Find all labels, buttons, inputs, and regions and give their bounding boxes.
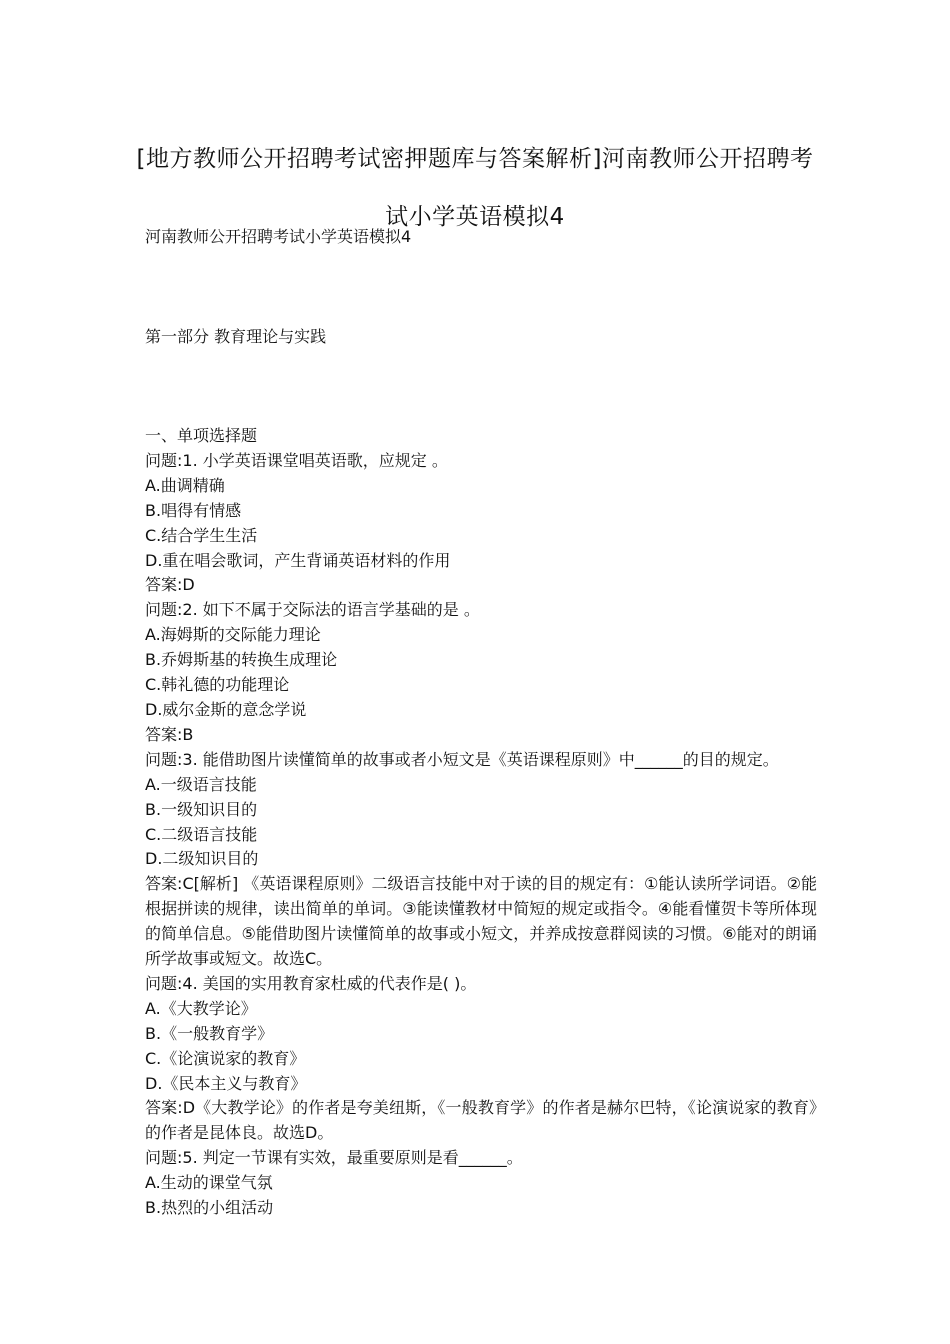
option-a: A.一级语言技能 bbox=[145, 774, 257, 794]
option-d: D.《民本主义与教育》 bbox=[145, 1073, 307, 1093]
answer: 答案:B bbox=[145, 724, 194, 744]
option-b: B.热烈的小组活动 bbox=[145, 1198, 274, 1218]
document-subtitle: 河南教师公开招聘考试小学英语模拟4 bbox=[145, 227, 412, 246]
option-a: A.曲调精确 bbox=[145, 475, 225, 495]
option-b: B.一级知识目的 bbox=[145, 799, 258, 819]
question-stem: 问题:4. 美国的实用教育家杜威的代表作是( )。 bbox=[145, 973, 477, 993]
option-d: D.重在唱会歌词，产生背诵英语材料的作用 bbox=[145, 550, 451, 570]
document-title: [地方教师公开招聘考试密押题库与答案解析]河南教师公开招聘考试小学英语模拟4 bbox=[136, 146, 814, 230]
option-b: B.《一般教育学》 bbox=[145, 1023, 274, 1043]
answer-explanation: 答案:D《大教学论》的作者是夸美纽斯，《一般教育学》的作者是赫尔巴特，《论演说家的教育》的作者是昆体良。故选D。 bbox=[145, 1098, 817, 1143]
answer-explanation: 答案:C[解析] 《英语课程原则》二级语言技能中对于读的目的规定有：①能认读所学词语。②能根据拼读的规律，读出简单的单词。③能读懂教材中简短的规定或指令。④能看懂贺卡等所体现的简单信息。⑤能借助图片读懂简单的故事或小短文，并养成按意群阅读的习惯。⑥能对的朗诵所学故事或短文。故选C。 bbox=[145, 874, 817, 969]
answer: 答案:D bbox=[145, 575, 195, 595]
option-c: C.韩礼德的功能理论 bbox=[145, 675, 290, 695]
option-c: C.结合学生生活 bbox=[145, 525, 258, 545]
question-stem: 问题:5. 判定一节课有实效，最重要原则是看______。 bbox=[145, 1148, 523, 1168]
option-a: A.海姆斯的交际能力理论 bbox=[145, 625, 321, 645]
option-d: D.威尔金斯的意念学说 bbox=[145, 699, 307, 719]
question-stem: 问题:3. 能借助图片读懂简单的故事或者小短文是《英语课程原则》中______的目的规定。 bbox=[145, 749, 779, 769]
option-a: A.《大教学论》 bbox=[145, 998, 257, 1018]
option-d: D.二级知识目的 bbox=[145, 849, 259, 869]
option-b: B.乔姆斯基的转换生成理论 bbox=[145, 650, 338, 670]
section-heading: 一、单项选择题 bbox=[145, 426, 258, 445]
option-c: C.《论演说家的教育》 bbox=[145, 1048, 306, 1068]
option-b: B.唱得有情感 bbox=[145, 500, 242, 520]
option-c: C.二级语言技能 bbox=[145, 824, 258, 844]
question-stem: 问题:1. 小学英语课堂唱英语歌，应规定 。 bbox=[145, 450, 448, 470]
part-heading: 第一部分 教育理论与实践 bbox=[145, 327, 327, 346]
option-a: A.生动的课堂气氛 bbox=[145, 1173, 273, 1193]
question-stem: 问题:2. 如下不属于交际法的语言学基础的是 。 bbox=[145, 600, 480, 620]
question-list bbox=[145, 424, 817, 1221]
